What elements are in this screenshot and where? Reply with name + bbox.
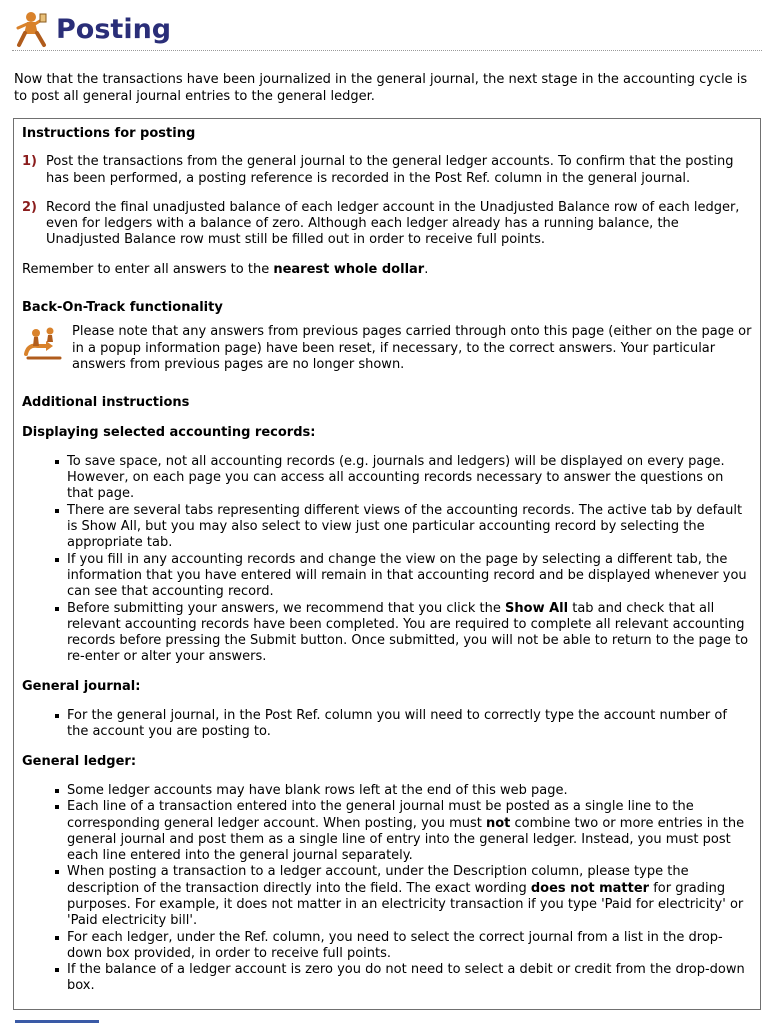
back-on-track-icon [22, 324, 72, 373]
instruction-step [22, 154, 752, 187]
list-item: If you fill in any accounting records and change the view on the page by selecting a different tab, the information that you have entered will remain in that accounting record and be displayed whenever you can see that accounting record. [67, 552, 752, 601]
additional-heading: Additional instructions [22, 395, 190, 411]
list-item: For each ledger, under the Ref. column, you need to select the correct journal from a list in the drop-down box provided, in order to receive full points. [67, 930, 752, 963]
accountant-figure-icon [14, 10, 50, 48]
step-number: 1) [22, 154, 37, 170]
list-item: For the general journal, in the Post Ref. column you will need to correctly type the account number of the account you are posting to. [67, 708, 752, 741]
instructions-panel [13, 118, 761, 1010]
back-on-track-text: Please note that any answers from previous pages carried through onto this page (either on the page or in a popup information page) have been reset, if necessary, to the correct answers. Your particular answers from previous pages are no longer shown. [72, 324, 752, 372]
general-ledger-list [22, 783, 752, 995]
displaying-list [22, 454, 752, 666]
instructions-heading: Instructions for posting [22, 126, 196, 141]
step-text: Record the final unadjusted balance of each ledger account in the Unadjusted Balance row of each ledger, even for ledgers with a balance of zero. Although each ledger already has a running balance, the Unadjusted Balance row must still be filled out in order to receive full points. [46, 199, 740, 248]
general-journal-heading: General journal: [22, 678, 141, 694]
list-item: Some ledger accounts may have blank rows left at the end of this web page. [67, 783, 752, 799]
list-item: When posting a transaction to a ledger account, under the Description column, please type the description of the transaction directly into the field. The exact wording does not matter for grading purposes. For example, it does not matter in an electricity transaction if you type 'Paid for electricity' or 'Paid electricity bill'. [67, 864, 752, 929]
intro-text: Now that the transactions have been journalized in the general journal, the next stage in the accounting cycle is to post all general journal entries to the general ledger. [14, 72, 748, 104]
list-item: Each line of a transaction entered into the general journal must be posted as a single line to the corresponding general ledger account. When posting, you must not combine two or more entries in the general journal and post them as a single line of entry into the general ledger. Instead, you must post each line entered into the general journal separately. [67, 799, 752, 864]
back-on-track-heading: Back-On-Track functionality [22, 300, 223, 316]
remember-note: Remember to enter all answers to the nearest whole dollar. [22, 261, 429, 277]
displaying-heading: Displaying selected accounting records: [22, 424, 316, 440]
general-ledger-heading: General ledger: [22, 753, 137, 769]
instruction-step [22, 200, 752, 249]
list-item: To save space, not all accounting records (e.g. journals and ledgers) will be displayed on every page. However, on each page you can access all accounting records necessary to answer the questions on that page. [67, 454, 752, 503]
step-text: Post the transactions from the general journal to the general ledger accounts. To confirm that the posting has been performed, a posting reference is recorded in the Post Ref. column in the general journal. [46, 154, 734, 186]
step-number: 2) [22, 199, 37, 215]
list-item: If the balance of a ledger account is zero you do not need to select a debit or credit from the drop-down box. [67, 962, 752, 995]
tab-strip-edge [15, 1020, 99, 1023]
page-title: Posting [56, 14, 172, 45]
page-header [12, 8, 762, 51]
general-journal-list [22, 708, 752, 741]
list-item: Before submitting your answers, we recommend that you click the Show All tab and check that all relevant accounting records have been completed. You are required to complete all relevant accounting records before pressing the Submit button. Once submitted, you will not be able to return to the page to re-enter or alter your answers. [67, 601, 752, 666]
back-on-track-note [22, 324, 752, 373]
list-item: There are several tabs representing different views of the accounting records. The active tab by default is Show All, but you may also select to view just one particular accounting record by selecting the appropriate tab. [67, 503, 752, 552]
